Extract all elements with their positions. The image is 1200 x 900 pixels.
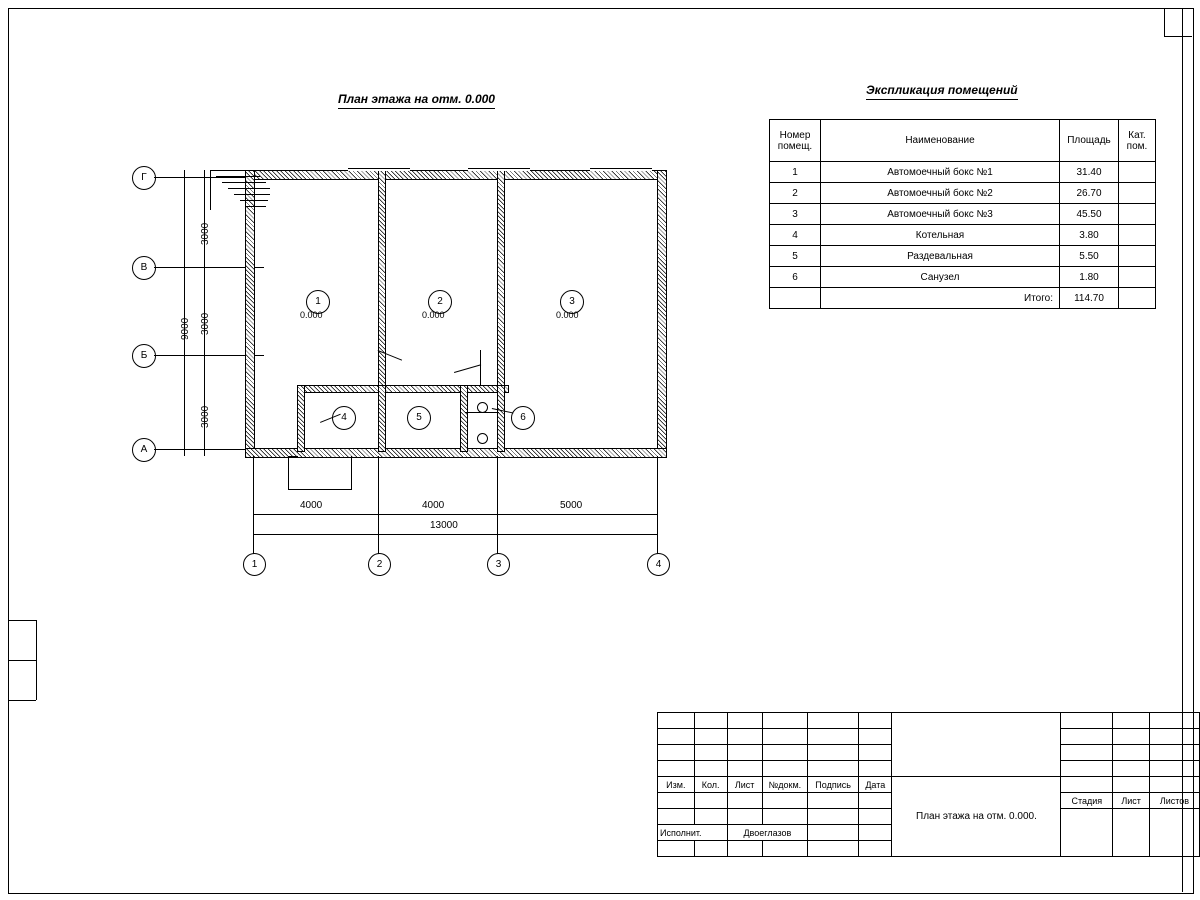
stair-tread-3 xyxy=(228,188,270,189)
cell-kat xyxy=(1119,204,1156,225)
wall-exterior-top xyxy=(245,170,667,180)
stamp-cell xyxy=(859,761,892,777)
room-marker-1: 1 xyxy=(306,290,330,314)
stamp-cell xyxy=(762,729,807,745)
stamp-cell xyxy=(1149,713,1199,729)
wall-exterior-bottom xyxy=(245,448,667,458)
wall-partition-1 xyxy=(378,170,386,387)
margin-tick-right-vertical xyxy=(1164,8,1165,36)
margin-tick-right-1 xyxy=(1164,36,1192,37)
margin-tick-left-vertical xyxy=(36,620,37,700)
cell-area: 26.70 xyxy=(1060,183,1119,204)
stamp-cell xyxy=(808,809,859,825)
stamp-drawing-title: План этажа на отм. 0.000. xyxy=(892,777,1061,857)
stamp-cell xyxy=(694,809,727,825)
stamp-cell xyxy=(1061,777,1113,793)
stamp-cell xyxy=(808,713,859,729)
stamp-cell xyxy=(694,729,727,745)
stamp-cell xyxy=(1149,729,1199,745)
axis-bubble-1: 1 xyxy=(243,553,266,576)
level-mark-3: 0.000 xyxy=(556,310,579,320)
stamp-cell xyxy=(859,745,892,761)
stamp-cell xyxy=(1061,713,1113,729)
stamp-cell xyxy=(859,825,892,841)
table-header-row xyxy=(770,120,1156,162)
stair-tread-6 xyxy=(246,206,266,207)
header-kat xyxy=(1119,120,1156,162)
stamp-label-sheet: Лист xyxy=(1113,793,1150,809)
table-row xyxy=(770,183,1156,204)
gate-line-2 xyxy=(468,168,530,169)
stamp-cell xyxy=(694,793,727,809)
stair-tread-2 xyxy=(222,182,266,183)
stamp-cell xyxy=(808,825,859,841)
cell-area: 45.50 xyxy=(1060,204,1119,225)
stamp-cell-stage-value xyxy=(1061,809,1113,857)
dim-tick-v-2 xyxy=(178,267,210,268)
wall-service-mid-2 xyxy=(460,385,468,452)
stamp-cell xyxy=(762,793,807,809)
dim-horizontal-3: 5000 xyxy=(560,500,583,511)
cell-area: 31.40 xyxy=(1060,162,1119,183)
table-row xyxy=(770,246,1156,267)
cell-name: Автомоечный бокс №2 xyxy=(821,183,1060,204)
header-kat-line1: Кат. xyxy=(1128,129,1146,141)
room-marker-3: 3 xyxy=(560,290,584,314)
exposition-table xyxy=(769,119,1156,309)
wall-partition-2 xyxy=(497,170,505,387)
stamp-cell xyxy=(727,745,762,761)
stamp-cell xyxy=(658,761,695,777)
table-total-row xyxy=(770,288,1156,309)
axis-bubble-a: А xyxy=(132,438,156,462)
stamp-cell xyxy=(658,809,695,825)
stamp-cell xyxy=(658,793,695,809)
stair-tread-5 xyxy=(240,200,268,201)
stamp-row-empty xyxy=(658,713,1200,729)
stamp-cell xyxy=(694,761,727,777)
stamp-col-ndok: №докм. xyxy=(762,777,807,793)
header-area: Площадь xyxy=(1060,120,1119,162)
dim-tick-v-4 xyxy=(178,449,210,450)
floor-plan-drawing xyxy=(120,150,700,590)
wall-service-top xyxy=(297,385,509,393)
stamp-cell xyxy=(694,841,727,857)
header-kat-line2: пом. xyxy=(1126,140,1148,152)
stamp-cell xyxy=(727,809,762,825)
stamp-cell xyxy=(658,713,695,729)
gate-opening-3 xyxy=(590,169,652,171)
stair-edge-left xyxy=(210,170,211,210)
cell-name: Раздевальная xyxy=(821,246,1060,267)
leader-line-1 xyxy=(378,350,379,385)
stamp-cell xyxy=(727,841,762,857)
porch-bottom xyxy=(288,489,352,490)
level-mark-1: 0.000 xyxy=(300,310,323,320)
stamp-cell xyxy=(1061,745,1113,761)
cell-kat xyxy=(1119,246,1156,267)
stamp-col-podpis: Подпись xyxy=(808,777,859,793)
stamp-cell xyxy=(727,713,762,729)
gate-opening-1 xyxy=(348,169,410,171)
dim-tick-v-3 xyxy=(178,355,210,356)
stamp-columns-row xyxy=(658,777,1200,793)
cell-number: 3 xyxy=(770,204,821,225)
stamp-col-list: Лист xyxy=(727,777,762,793)
stamp-cell xyxy=(1113,761,1150,777)
stamp-executor-label: Исполнит. xyxy=(658,825,728,841)
stamp-col-data: Дата xyxy=(859,777,892,793)
axis-bubble-3: 3 xyxy=(487,553,510,576)
room-marker-2: 2 xyxy=(428,290,452,314)
dim-chain-horizontal-2 xyxy=(253,534,657,535)
wall-service-left xyxy=(297,385,305,452)
stamp-col-izm: Изм. xyxy=(658,777,695,793)
stamp-cell xyxy=(1149,745,1199,761)
cell-name: Автомоечный бокс №1 xyxy=(821,162,1060,183)
header-name: Наименование xyxy=(821,120,1060,162)
stamp-cell xyxy=(808,793,859,809)
total-label: Итого: xyxy=(821,288,1060,309)
axis-bubble-g: Г xyxy=(132,166,156,190)
total-value: 114.70 xyxy=(1060,288,1119,309)
fixture-sink-icon xyxy=(477,433,488,444)
stamp-cell xyxy=(859,809,892,825)
cell-number: 1 xyxy=(770,162,821,183)
stamp-cell-sheet-value xyxy=(1113,809,1150,857)
dim-vertical-total: 9000 xyxy=(180,317,191,340)
gate-line-1 xyxy=(348,168,410,169)
wall-exterior-right xyxy=(657,170,667,458)
stamp-cell xyxy=(762,713,807,729)
axis-bubble-v: В xyxy=(132,256,156,280)
margin-tick-left-1 xyxy=(8,620,36,621)
stamp-cell xyxy=(762,745,807,761)
gate-line-3 xyxy=(590,168,652,169)
table-row xyxy=(770,225,1156,246)
table-row xyxy=(770,162,1156,183)
axis-bubble-b: Б xyxy=(132,344,156,368)
title-block-stamp xyxy=(657,712,1200,857)
cell-kat xyxy=(1119,267,1156,288)
level-mark-2: 0.000 xyxy=(422,310,445,320)
table-row xyxy=(770,267,1156,288)
stamp-cell xyxy=(727,729,762,745)
cell-number: 5 xyxy=(770,246,821,267)
dim-chain-vertical-outer xyxy=(184,170,185,456)
stair-edge-top xyxy=(210,170,254,171)
cell-kat xyxy=(1119,183,1156,204)
dim-vertical-1: 3000 xyxy=(200,222,211,245)
cell-number: 6 xyxy=(770,267,821,288)
stamp-col-kol: Кол. xyxy=(694,777,727,793)
stamp-cell xyxy=(1113,729,1150,745)
stamp-cell xyxy=(762,761,807,777)
stair-tread-4 xyxy=(234,194,270,195)
stamp-cell xyxy=(808,745,859,761)
wall-service-mid-1 xyxy=(378,385,386,452)
stamp-cell-object xyxy=(892,713,1061,777)
axis-bubble-4: 4 xyxy=(647,553,670,576)
cell-name: Санузел xyxy=(821,267,1060,288)
wall-service-right xyxy=(497,385,505,452)
stamp-cell xyxy=(808,761,859,777)
header-number xyxy=(770,120,821,162)
cell-area: 1.80 xyxy=(1060,267,1119,288)
dim-tick-v-1 xyxy=(178,177,210,178)
stamp-cell xyxy=(727,793,762,809)
stamp-cell-sheets-value xyxy=(1149,809,1199,857)
stamp-cell xyxy=(694,713,727,729)
stamp-cell xyxy=(694,745,727,761)
stamp-label-stage: Стадия xyxy=(1061,793,1113,809)
leader-line-2b xyxy=(454,364,481,373)
stamp-cell xyxy=(808,729,859,745)
header-number-line2: помещ. xyxy=(777,140,813,152)
exposition-title: Экспликация помещений xyxy=(866,83,1018,100)
stamp-cell xyxy=(859,793,892,809)
cell-name: Котельная xyxy=(821,225,1060,246)
total-empty xyxy=(770,288,821,309)
wall-exterior-left xyxy=(245,170,255,458)
porch-door-swing xyxy=(288,456,298,457)
cell-number: 4 xyxy=(770,225,821,246)
axis-bubble-2: 2 xyxy=(368,553,391,576)
stamp-cell xyxy=(1113,713,1150,729)
stamp-cell xyxy=(859,841,892,857)
stair-tread-1 xyxy=(216,176,260,177)
cell-kat xyxy=(1119,225,1156,246)
stamp-cell xyxy=(1149,761,1199,777)
dim-horizontal-1: 4000 xyxy=(300,500,323,511)
gate-opening-2 xyxy=(468,169,530,171)
stamp-label-sheets: Листов xyxy=(1149,793,1199,809)
stamp-cell xyxy=(1113,745,1150,761)
room-marker-6: 6 xyxy=(511,406,535,430)
dim-vertical-3: 3000 xyxy=(200,405,211,428)
cell-kat xyxy=(1119,162,1156,183)
stamp-cell xyxy=(762,841,807,857)
stamp-cell xyxy=(859,729,892,745)
stamp-cell xyxy=(658,729,695,745)
dim-vertical-2: 3000 xyxy=(200,312,211,335)
fixture-wc-icon xyxy=(477,402,488,413)
room-marker-5: 5 xyxy=(407,406,431,430)
stamp-cell xyxy=(1061,761,1113,777)
stamp-cell xyxy=(1149,777,1199,793)
plan-title: План этажа на отм. 0.000 xyxy=(338,92,495,109)
dim-chain-horizontal-1 xyxy=(253,514,657,515)
stamp-cell xyxy=(658,841,695,857)
total-kat xyxy=(1119,288,1156,309)
stamp-executor-name: Двоеглазов xyxy=(727,825,807,841)
stamp-cell xyxy=(658,745,695,761)
cell-area: 5.50 xyxy=(1060,246,1119,267)
cell-number: 2 xyxy=(770,183,821,204)
cell-name: Автомоечный бокс №3 xyxy=(821,204,1060,225)
stamp-cell xyxy=(1113,777,1150,793)
room-marker-4: 4 xyxy=(332,406,356,430)
stamp-cell xyxy=(859,713,892,729)
margin-tick-left-2 xyxy=(8,660,36,661)
header-number-line1: Номер xyxy=(779,129,811,141)
porch-left xyxy=(288,456,289,490)
stamp-cell xyxy=(727,761,762,777)
table-row xyxy=(770,204,1156,225)
stamp-cell xyxy=(1061,729,1113,745)
cell-area: 3.80 xyxy=(1060,225,1119,246)
margin-tick-left-3 xyxy=(8,700,36,701)
dim-horizontal-total: 13000 xyxy=(430,520,458,531)
stamp-cell xyxy=(762,809,807,825)
porch-right xyxy=(351,456,352,490)
stamp-cell xyxy=(808,841,859,857)
dim-horizontal-2: 4000 xyxy=(422,500,445,511)
leader-line-2 xyxy=(480,350,481,385)
